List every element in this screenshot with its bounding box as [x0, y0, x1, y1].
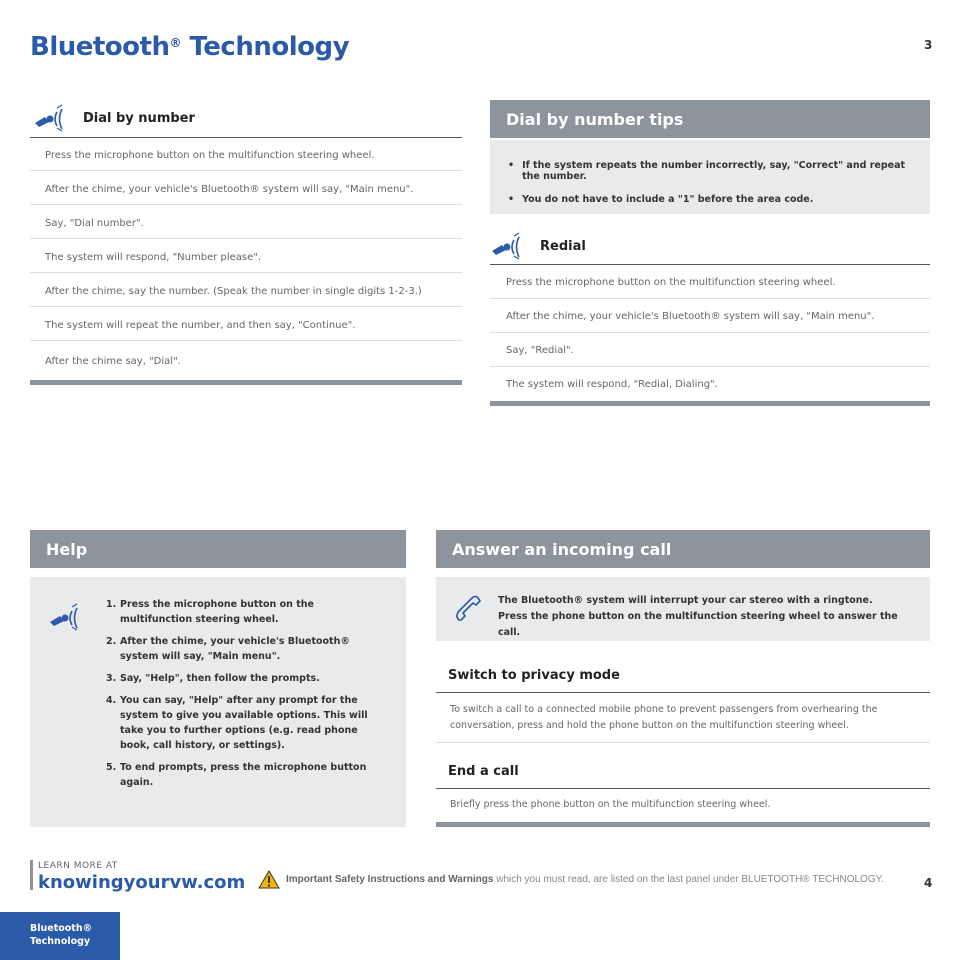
- dial-step: After the chime say, "Dial".: [45, 356, 181, 367]
- answer-call-text: The Bluetooth® system will interrupt your car stereo with a ringtone. Press the phone button on the multifunction steering wheel to answer the call.: [498, 595, 898, 638]
- section-title: Dial by number: [83, 110, 195, 126]
- dial-by-number-heading: [33, 104, 195, 132]
- phone-icon: [452, 593, 486, 627]
- end-call-text: Briefly press the phone button on the multifunction steering wheel.: [450, 799, 771, 810]
- page-number-right-panel: 4: [924, 876, 933, 890]
- list-item: 4. You can say, "Help" after any prompt for the system to give you available options. This will take you to further options (e.g. read phone book, call history, or settings).: [106, 695, 368, 751]
- divider: [490, 366, 930, 367]
- tips-panel: [490, 140, 930, 214]
- divider: [490, 264, 930, 265]
- help-heading: Help: [30, 530, 406, 568]
- warning-triangle-icon: [258, 870, 280, 889]
- dial-step: Say, "Dial number".: [45, 218, 144, 229]
- dial-step: After the chime, your vehicle's Bluetooth® system will say, "Main menu".: [45, 184, 414, 195]
- privacy-heading: Switch to privacy mode: [448, 668, 620, 683]
- divider: [30, 137, 462, 138]
- divider: [30, 306, 462, 307]
- list-item: 5. To end prompts, press the microphone button again.: [106, 762, 367, 788]
- section-end-bar: [30, 380, 462, 385]
- footer-accent-bar: [30, 860, 33, 890]
- page-number-left-panel: 3: [924, 38, 933, 52]
- divider: [490, 332, 930, 333]
- section-end-bar: [436, 822, 930, 827]
- divider: [30, 272, 462, 273]
- list-item: 2. After the chime, your vehicle's Bluetooth® system will say, "Main menu".: [106, 636, 350, 662]
- help-panel: [30, 577, 406, 827]
- divider: [30, 238, 462, 239]
- tab-label-line: Bluetooth®: [30, 923, 93, 934]
- redial-step: After the chime, your vehicle's Bluetooth® system will say, "Main menu".: [506, 311, 875, 322]
- divider: [30, 340, 462, 341]
- tips-heading: Dial by number tips: [490, 100, 930, 138]
- tip-item: • You do not have to include a "1" before the area code.: [508, 194, 814, 205]
- dial-step: The system will respond, "Number please".: [45, 252, 262, 263]
- privacy-text: To switch a call to a connected mobile phone to prevent passengers from overhearing the conversation, press and hold the phone button on the multifunction steering wheel.: [450, 704, 878, 731]
- redial-step: The system will respond, "Redial, Dialing".: [506, 379, 718, 390]
- safety-warning: Important Safety Instructions and Warnings which you must read, are listed on the last panel under BLUETOOTH® TECHNOLOGY.: [258, 870, 884, 889]
- section-tab[interactable]: [0, 912, 120, 960]
- dial-step: After the chime, say the number. (Speak the number in single digits 1-2-3.): [45, 286, 422, 297]
- section-title: Redial: [540, 238, 586, 254]
- list-item: 1. Press the microphone button on the multifunction steering wheel.: [106, 599, 314, 625]
- dial-step: The system will repeat the number, and then say, "Continue".: [45, 320, 356, 331]
- page-title: Bluetooth® Technology: [30, 32, 350, 62]
- redial-step: Say, "Redial".: [506, 345, 574, 356]
- divider: [436, 742, 930, 743]
- tab-label-line: Technology: [30, 936, 91, 947]
- microphone-voice-icon: [33, 104, 73, 132]
- divider: [436, 692, 930, 693]
- website-link[interactable]: knowingyourvw.com: [38, 872, 246, 893]
- answer-call-heading: Answer an incoming call: [436, 530, 930, 568]
- divider: [436, 788, 930, 789]
- microphone-voice-icon: [48, 603, 88, 631]
- learn-more-label: LEARN MORE AT: [38, 861, 118, 871]
- answer-call-panel: [436, 577, 930, 641]
- redial-heading: [490, 232, 586, 260]
- divider: [30, 204, 462, 205]
- redial-step: Press the microphone button on the multifunction steering wheel.: [506, 277, 836, 288]
- tip-item: • If the system repeats the number incorrectly, say, "Correct" and repeat the number.: [508, 160, 906, 182]
- microphone-voice-icon: [490, 232, 530, 260]
- end-call-heading: End a call: [448, 764, 519, 779]
- list-item: 3. Say, "Help", then follow the prompts.: [106, 673, 320, 684]
- divider: [30, 170, 462, 171]
- section-end-bar: [490, 401, 930, 406]
- help-steps-list: [106, 597, 378, 797]
- divider: [490, 298, 930, 299]
- dial-step: Press the microphone button on the multifunction steering wheel.: [45, 150, 375, 161]
